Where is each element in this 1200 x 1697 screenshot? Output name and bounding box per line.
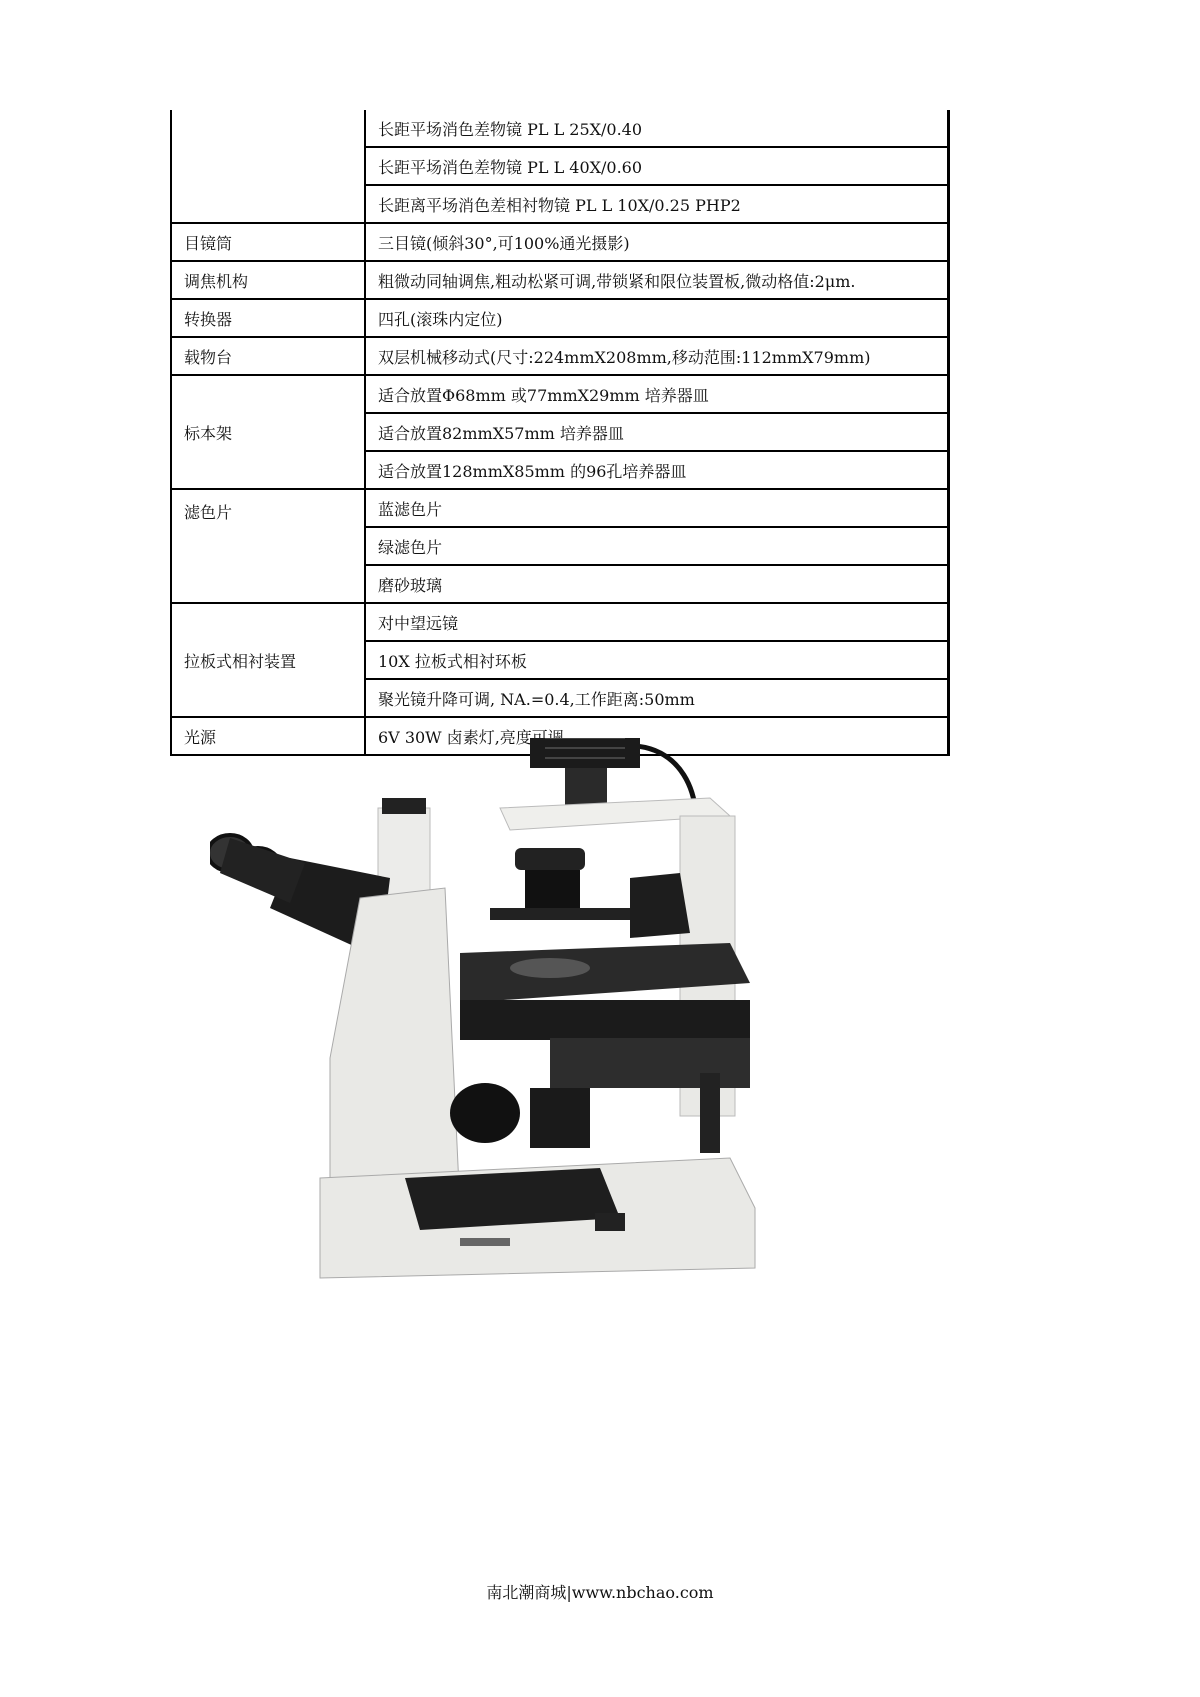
table-row: [171, 223, 949, 261]
side-control: [700, 1073, 720, 1153]
objective-40x: 长距平场消色差物镜 PL L 40X/0.60: [365, 147, 949, 185]
camera-port-cap: [382, 798, 426, 814]
objective-10x-phase: 长距离平场消色差相衬物镜 PL L 10X/0.25 PHP2: [365, 185, 949, 223]
eyepiece-tube-label: 目镜筒: [171, 223, 365, 261]
specimen-holder-label: 标本架: [171, 375, 365, 489]
condenser-bar: [490, 908, 630, 920]
footer: 南北潮商城|www.nbchao.com: [486, 1583, 714, 1602]
nosepiece-label: 转换器: [171, 299, 365, 337]
condenser-body: [525, 870, 580, 910]
nosepiece: [530, 1088, 590, 1148]
light-source-label: 光源: [171, 717, 365, 755]
objectives-label-cell: [171, 110, 365, 223]
specimen-holder-value-2: 适合放置82mmX57mm 培养器皿: [365, 413, 949, 451]
specimen-holder-value-1: 适合放置Φ68mm 或77mmX29mm 培养器皿: [365, 375, 949, 413]
table-row: [171, 375, 949, 413]
filter-blue: 蓝滤色片: [365, 489, 949, 527]
table-row: [171, 299, 949, 337]
power-switch: [595, 1213, 625, 1231]
focus-knob: [450, 1083, 520, 1143]
specimen-holder-value-3: 适合放置128mmX85mm 的96孔培养器皿: [365, 451, 949, 489]
lamp-housing: [530, 738, 640, 768]
condenser-holder: [630, 873, 690, 938]
spec-table: [170, 110, 950, 756]
phase-contrast-value-2: 10X 拉板式相衬环板: [365, 641, 949, 679]
filter-frosted: 磨砂玻璃: [365, 565, 949, 603]
table-row: [171, 337, 949, 375]
table-row: [171, 603, 949, 641]
objective-25x: 长距平场消色差物镜 PL L 25X/0.40: [365, 110, 949, 147]
filters-label: 滤色片: [171, 489, 365, 603]
stage-aperture: [510, 958, 590, 978]
condenser-top: [515, 848, 585, 870]
filter-green: 绿滤色片: [365, 527, 949, 565]
lamp-collar: [565, 768, 607, 808]
focus-label: 调焦机构: [171, 261, 365, 299]
table-row: [171, 489, 949, 527]
inverted-microscope-photo: [210, 738, 790, 1358]
phase-contrast-value-1: 对中望远镜: [365, 603, 949, 641]
stage-front: [460, 1000, 750, 1040]
stage-label: 载物台: [171, 337, 365, 375]
table-row: [171, 110, 949, 147]
eyepiece-tube-value: 三目镜(倾斜30°,可100%通光摄影): [365, 223, 949, 261]
table-row: [171, 261, 949, 299]
phase-contrast-value-3: 聚光镜升降可调, NA.=0.4,工作距离:50mm: [365, 679, 949, 717]
light-source-value: 6V 30W 卤素灯,亮度可调: [365, 717, 949, 755]
nosepiece-value: 四孔(滚珠内定位): [365, 299, 949, 337]
phase-contrast-label: 拉板式相衬装置: [171, 603, 365, 717]
label-plate: [460, 1238, 510, 1246]
stage-value: 双层机械移动式(尺寸:224mmX208mm,移动范围:112mmX79mm): [365, 337, 949, 375]
focus-value: 粗微动同轴调焦,粗动松紧可调,带锁紧和限位装置板,微动格值:2μm.: [365, 261, 949, 299]
